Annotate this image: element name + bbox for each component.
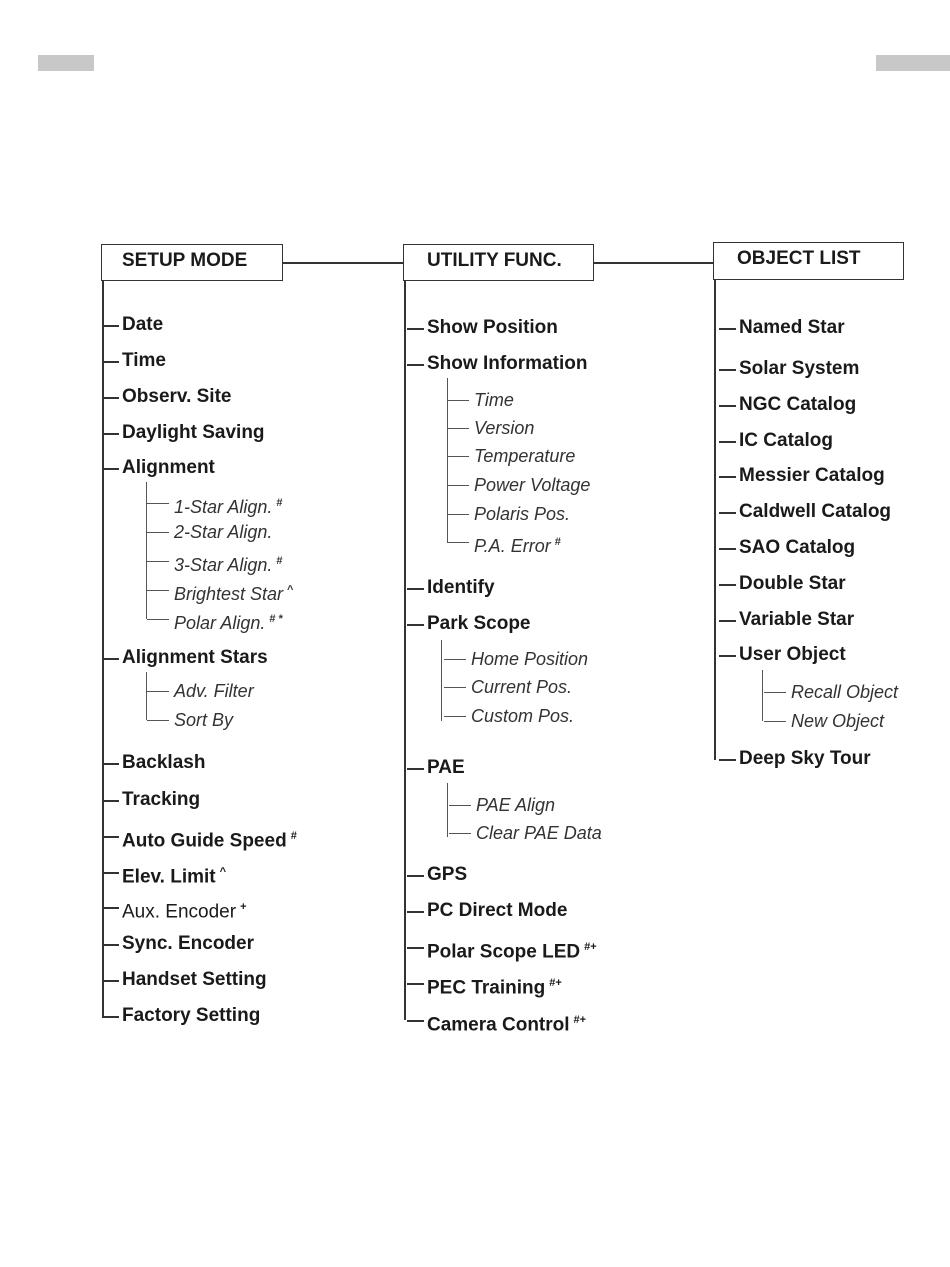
setup-mode-header: SETUP MODE bbox=[101, 244, 283, 281]
object-item-double-star: Double Star bbox=[739, 573, 846, 594]
align-sub-2-star: 2-Star Align. bbox=[174, 522, 273, 542]
info-sub-temperature: Temperature bbox=[474, 446, 576, 466]
park-sub-current-pos: Current Pos. bbox=[471, 677, 573, 697]
align-sub-1-star: 1-Star Align. # bbox=[174, 492, 283, 518]
object-item-user-object: User Object bbox=[739, 644, 846, 665]
utility-item-park-scope: Park Scope bbox=[427, 613, 531, 634]
setup-item-time: Time bbox=[122, 350, 167, 371]
info-sub-version: Version bbox=[474, 418, 535, 438]
object-item-solar-system: Solar System bbox=[739, 358, 860, 379]
align-sub-3-star: 3-Star Align. # bbox=[174, 550, 283, 576]
park-sub-home-position: Home Position bbox=[471, 649, 589, 669]
alignment-stars-branch bbox=[146, 672, 147, 720]
setup-item-elev-limit: Elev. Limit ^ bbox=[122, 861, 226, 888]
utility-item-gps: GPS bbox=[427, 864, 468, 885]
setup-item-alignment: Alignment bbox=[122, 457, 215, 478]
object-item-deep-sky-tour: Deep Sky Tour bbox=[739, 748, 871, 769]
page-corner-mark-right bbox=[876, 55, 950, 71]
object-item-named-star: Named Star bbox=[739, 317, 845, 338]
stars-sub-sort-by: Sort By bbox=[174, 710, 234, 730]
utility-item-show-information: Show Information bbox=[427, 353, 588, 374]
setup-item-sync-encoder: Sync. Encoder bbox=[122, 933, 254, 954]
utility-item-pc-direct-mode: PC Direct Mode bbox=[427, 900, 568, 921]
object-item-ngc-catalog: NGC Catalog bbox=[739, 394, 857, 415]
utility-item-camera-control: Camera Control #+ bbox=[427, 1009, 586, 1036]
object-item-caldwell-catalog: Caldwell Catalog bbox=[739, 501, 892, 522]
info-sub-time: Time bbox=[474, 390, 514, 410]
setup-item-factory-setting: Factory Setting bbox=[122, 1005, 261, 1026]
user-sub-new-object: New Object bbox=[791, 711, 885, 731]
page-corner-mark-left bbox=[38, 55, 94, 71]
info-sub-power-voltage: Power Voltage bbox=[474, 475, 591, 495]
park-sub-custom-pos: Custom Pos. bbox=[471, 706, 575, 726]
utility-func-header: UTILITY FUNC. bbox=[403, 244, 594, 281]
setup-item-handset-setting: Handset Setting bbox=[122, 969, 267, 990]
setup-item-alignment-stars: Alignment Stars bbox=[122, 647, 268, 668]
align-sub-brightest-star: Brightest Star ^ bbox=[174, 579, 293, 605]
setup-item-observ-site: Observ. Site bbox=[122, 386, 232, 407]
utility-item-pec-training: PEC Training #+ bbox=[427, 972, 562, 999]
info-branch bbox=[447, 378, 448, 542]
align-sub-polar-align: Polar Align. # * bbox=[174, 608, 283, 634]
user-sub-recall-object: Recall Object bbox=[791, 682, 899, 702]
object-item-sao-catalog: SAO Catalog bbox=[739, 537, 856, 558]
object-item-ic-catalog: IC Catalog bbox=[739, 430, 833, 451]
connector-setup-utility bbox=[283, 262, 403, 264]
object-list-header: OBJECT LIST bbox=[713, 242, 904, 280]
pae-branch bbox=[447, 783, 448, 837]
user-object-branch bbox=[762, 670, 763, 721]
objects-trunk bbox=[714, 280, 716, 760]
object-item-messier-catalog: Messier Catalog bbox=[739, 465, 885, 486]
utility-trunk bbox=[404, 281, 406, 1020]
setup-item-daylight-saving: Daylight Saving bbox=[122, 422, 265, 443]
utility-item-identify: Identify bbox=[427, 577, 495, 598]
setup-item-backlash: Backlash bbox=[122, 752, 206, 773]
utility-item-polar-scope-led: Polar Scope LED #+ bbox=[427, 936, 597, 963]
setup-item-auto-guide-speed: Auto Guide Speed # bbox=[122, 825, 297, 852]
stars-sub-adv-filter: Adv. Filter bbox=[174, 681, 254, 701]
setup-item-date: Date bbox=[122, 314, 164, 335]
setup-item-aux-encoder: Aux. Encoder + bbox=[122, 896, 247, 923]
pae-sub-clear-pae-data: Clear PAE Data bbox=[476, 823, 602, 843]
utility-item-pae: PAE bbox=[427, 757, 465, 778]
setup-item-tracking: Tracking bbox=[122, 789, 201, 810]
connector-utility-objects bbox=[594, 262, 713, 264]
info-sub-polaris-pos: Polaris Pos. bbox=[474, 504, 571, 524]
utility-item-show-position: Show Position bbox=[427, 317, 558, 338]
pae-sub-pae-align: PAE Align bbox=[476, 795, 556, 815]
info-sub-pa-error: P.A. Error # bbox=[474, 531, 561, 557]
object-item-variable-star: Variable Star bbox=[739, 609, 855, 630]
park-branch bbox=[441, 640, 442, 721]
